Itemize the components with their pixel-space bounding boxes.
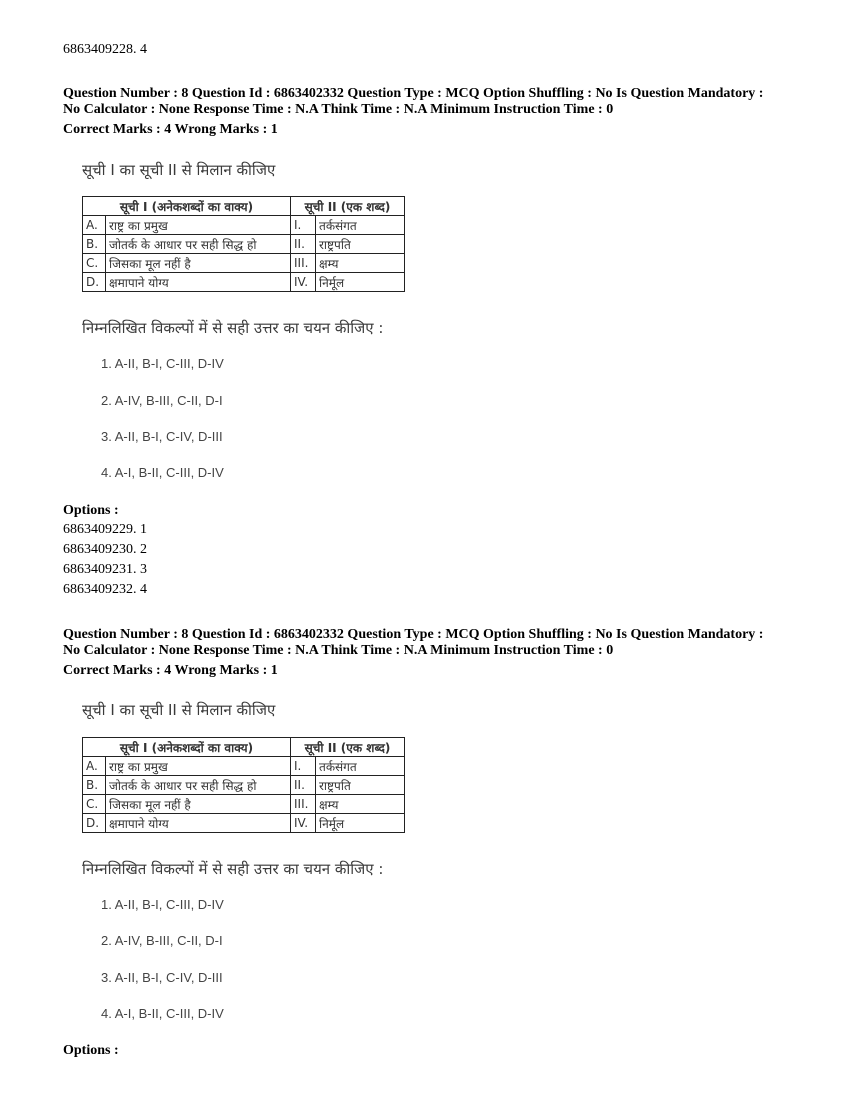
row-letter: D. (83, 273, 106, 292)
row-letter: B. (83, 235, 106, 254)
question-meta-line-1: Question Number : 8 Question Id : 6863402332 Question Type : MCQ Option Shuffling : No Is Question Mandatory : (63, 627, 764, 642)
row-word: निर्मूल (316, 814, 405, 833)
list-2-header: सूची II (एक शब्द) (291, 197, 405, 216)
question-intro: सूची I का सूची II से मिलान कीजिए (82, 161, 276, 179)
table-row (83, 273, 405, 292)
option-id: 6863409230. 2 (63, 542, 147, 557)
row-numeral: III. (291, 795, 316, 814)
table-row (83, 235, 405, 254)
question-marks: Correct Marks : 4 Wrong Marks : 1 (63, 122, 278, 137)
answer-choice: 3. A-II, B-I, C-IV, D-III (101, 970, 223, 985)
row-numeral: IV. (291, 273, 316, 292)
row-numeral: IV. (291, 814, 316, 833)
row-word: क्षम्य (316, 795, 405, 814)
question-instruction: निम्नलिखित विकल्पों में से सही उत्तर का चयन कीजिए : (82, 319, 384, 337)
question-intro: सूची I का सूची II से मिलान कीजिए (82, 701, 276, 719)
table-row (83, 216, 405, 235)
row-numeral: II. (291, 235, 316, 254)
row-phrase: जोतर्क के आधार पर सही सिद्ध हो (106, 235, 291, 254)
row-phrase: क्षमापाने योग्य (106, 273, 291, 292)
table-row (83, 254, 405, 273)
row-numeral: I. (291, 757, 316, 776)
row-word: तर्कसंगत (316, 216, 405, 235)
row-phrase: जिसका मूल नहीं है (106, 795, 291, 814)
row-word: क्षम्य (316, 254, 405, 273)
match-table-header (83, 738, 405, 757)
question-instruction: निम्नलिखित विकल्पों में से सही उत्तर का चयन कीजिए : (82, 860, 384, 878)
row-numeral: III. (291, 254, 316, 273)
row-phrase: जोतर्क के आधार पर सही सिद्ध हो (106, 776, 291, 795)
row-letter: A. (83, 757, 106, 776)
row-phrase: क्षमापाने योग्य (106, 814, 291, 833)
answer-choice: 2. A-IV, B-III, C-II, D-I (101, 393, 223, 408)
answer-choice: 1. A-II, B-I, C-III, D-IV (101, 897, 224, 912)
list-1-header: सूची I (अनेकशब्दों का वाक्य) (83, 197, 291, 216)
row-phrase: जिसका मूल नहीं है (106, 254, 291, 273)
question-marks: Correct Marks : 4 Wrong Marks : 1 (63, 663, 278, 678)
row-letter: B. (83, 776, 106, 795)
row-phrase: राष्ट्र का प्रमुख (106, 216, 291, 235)
question-meta-line-2: No Calculator : None Response Time : N.A Think Time : N.A Minimum Instruction Time : 0 (63, 643, 614, 658)
row-numeral: I. (291, 216, 316, 235)
row-phrase: राष्ट्र का प्रमुख (106, 757, 291, 776)
table-row (83, 814, 405, 833)
answer-choice: 2. A-IV, B-III, C-II, D-I (101, 933, 223, 948)
page-header-id: 6863409228. 4 (63, 42, 147, 57)
table-row (83, 795, 405, 814)
row-letter: C. (83, 254, 106, 273)
answer-choice: 1. A-II, B-I, C-III, D-IV (101, 356, 224, 371)
row-word: निर्मूल (316, 273, 405, 292)
row-word: राष्ट्रपति (316, 235, 405, 254)
list-2-header: सूची II (एक शब्द) (291, 738, 405, 757)
row-numeral: II. (291, 776, 316, 795)
list-1-header: सूची I (अनेकशब्दों का वाक्य) (83, 738, 291, 757)
row-letter: C. (83, 795, 106, 814)
question-meta-line-1: Question Number : 8 Question Id : 6863402332 Question Type : MCQ Option Shuffling : No Is Question Mandatory : (63, 86, 764, 101)
answer-choice: 3. A-II, B-I, C-IV, D-III (101, 429, 223, 444)
row-letter: A. (83, 216, 106, 235)
option-id: 6863409229. 1 (63, 522, 147, 537)
match-table-header (83, 197, 405, 216)
option-id: 6863409231. 3 (63, 562, 147, 577)
options-label: Options : (63, 503, 119, 518)
options-label: Options : (63, 1043, 119, 1058)
answer-choice: 4. A-I, B-II, C-III, D-IV (101, 1006, 224, 1021)
row-letter: D. (83, 814, 106, 833)
option-id: 6863409232. 4 (63, 582, 147, 597)
question-meta-line-2: No Calculator : None Response Time : N.A Think Time : N.A Minimum Instruction Time : 0 (63, 102, 614, 117)
match-table (82, 737, 405, 833)
answer-choice: 4. A-I, B-II, C-III, D-IV (101, 465, 224, 480)
match-table (82, 196, 405, 292)
row-word: तर्कसंगत (316, 757, 405, 776)
table-row (83, 757, 405, 776)
row-word: राष्ट्रपति (316, 776, 405, 795)
table-row (83, 776, 405, 795)
